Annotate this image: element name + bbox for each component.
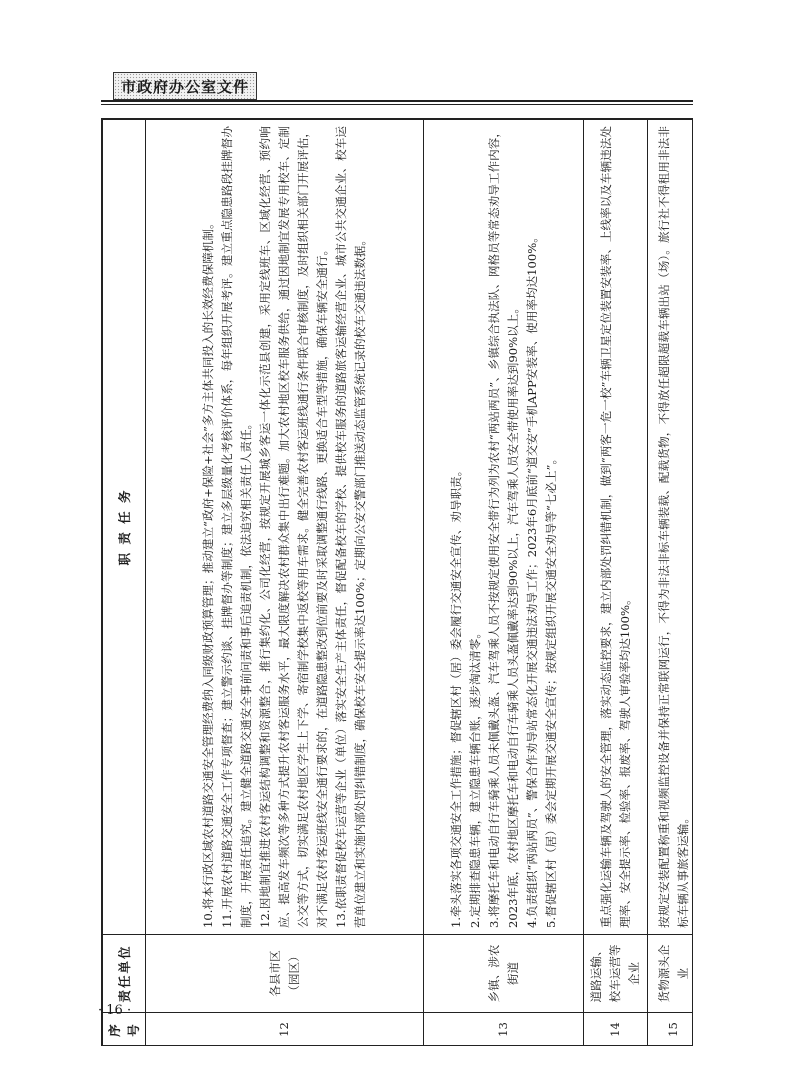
table-row: [146, 120, 424, 1047]
task-item: 4.负责组织“两站两员”、警保合作劝导站常态化开展交通违法劝导工作；2023年6月底前“道交安”手机APP安装率、使用率均达100%。: [524, 231, 539, 928]
row-number: 15: [648, 1013, 694, 1047]
column-header-number: 序号: [103, 1013, 146, 1047]
column-header-unit: 责任单位: [103, 935, 146, 1013]
table-row: [424, 120, 584, 1047]
duty-table: [102, 119, 693, 1046]
task-item: 1.牵头落实各项交通安全工作措施；督促辖区村（居）委会履行交通安全宣传、劝导职责。: [448, 464, 463, 928]
page-number: · 16 ·: [98, 1003, 132, 1018]
responsible-unit: 乡镇、涉农街道: [424, 935, 584, 1013]
responsible-unit: 道路运输、校车运营等企业: [584, 935, 648, 1013]
task-item: 11.开展农村道路交通安全工作专项督查；建立警示约谈、挂牌督办等制度；建立多层级量化考核评价体系，每年组织开展考评。建立重点隐患路段挂牌督办制度，开展责任追究。建立健全道路交通安全事前问责和事后追责机制，依法追究相关责任人责任。: [220, 126, 253, 928]
task-list: [424, 120, 584, 935]
task-item: 3.将摩托车和电动自行车骑乘人员未佩戴头盔、汽车驾乘人员不按规定使用安全带行为列为农村“两站两员”、乡镇综合执法队、网格员等常态劝导工作内容，2023年底，农村地区摩托车和电动自行车骑乘人员头盔佩戴率达到90%以上，汽车驾乘人员安全带使用率达到90%以上。: [486, 126, 520, 928]
row-number: 12: [146, 1013, 424, 1047]
column-header-tasks: 职 责 任 务: [103, 120, 146, 935]
responsible-unit: 各县市区（园区）: [146, 935, 424, 1013]
task-list: [584, 120, 648, 935]
task-item: 13.依职责督促校车运营等企业（单位）落实安全生产主体责任，督促配备校车的学校、提供校车服务的道路旅客运输经营企业、城市公共交通企业、校车运营单位建立和实施内部处罚纠错制度，确保校车安全提示率达100%；定期向公安交警部门推送动态监管系统记录的校车交通违法数据。: [334, 126, 367, 928]
responsible-unit: 货物源头企业: [648, 935, 694, 1013]
task-list: [146, 120, 424, 935]
duty-table-frame: [101, 118, 693, 1046]
table-row: [584, 120, 648, 1047]
duty-table-rotated: [102, 119, 693, 1046]
task-list: [648, 120, 694, 935]
task-item: 5.督促辖区村（居）委会定期开展交通安全宣传；按规定组织开展交通安全劝导等“七必上”。: [543, 452, 558, 928]
header-rule: [101, 100, 693, 102]
header-rule-thin: [101, 104, 693, 105]
task-item: 重点强化运输车辆及驾驶人的安全管理，落实动态监控要求，建立内部处罚纠错机制，做到“两客一危一校”车辆卫星定位装置安装率、上线率以及车辆违法处理率、安全提示率、检验率、报废率、驾驶人审验率均达100%。: [598, 126, 632, 928]
task-item: 10.将本行政区域农村道路交通安全管理经费纳入同级财政预算管理；推动建立“政府+保险+社会”多方主体共同投入的长效经费保障机制。: [201, 217, 215, 928]
task-item: 12.因地制宜推进农村客运结构调整和资源整合，推行集约化、公司化经营，按规定开展城乡客运一体化示范县创建，采用定线班车、区域化经营、预约响应、提高发车频次等多种方式提升农村客运服务水平，最大限度解决农村群众集中出行难题。加大农村地区校车服务供给，通过因地制宜发展专用校车、定制公交等方式，切实满足农村地区学生上下学、寄宿制学校集中返校等用车需求。健全完善农村客运班线通行条件联合审核制度，及时组织相关部门开展评估，对不满足农村客运班线安全通行要求的，在道路隐患整改到位前要及时采取调整通行线路、更换适合车型等措施，确保车辆安全通行。: [258, 126, 329, 928]
table-row: [648, 120, 694, 1047]
table-header-row: [103, 120, 146, 1047]
row-number: 14: [584, 1013, 648, 1047]
row-number: 13: [424, 1013, 584, 1047]
document-header-label: 市政府办公室文件: [113, 72, 257, 100]
task-item: 按规定安装配置称重和视频监控设备并保持正常联网运行，不得为非法非标车辆装载、配载货物，不得放任超限超载车辆出站（场）。旅行社不得租用非法非标车辆从事旅客运输。: [656, 126, 690, 928]
task-item: 2.定期排查隐患车辆，建立隐患车辆台账，逐步淘汰清零。: [467, 627, 482, 928]
